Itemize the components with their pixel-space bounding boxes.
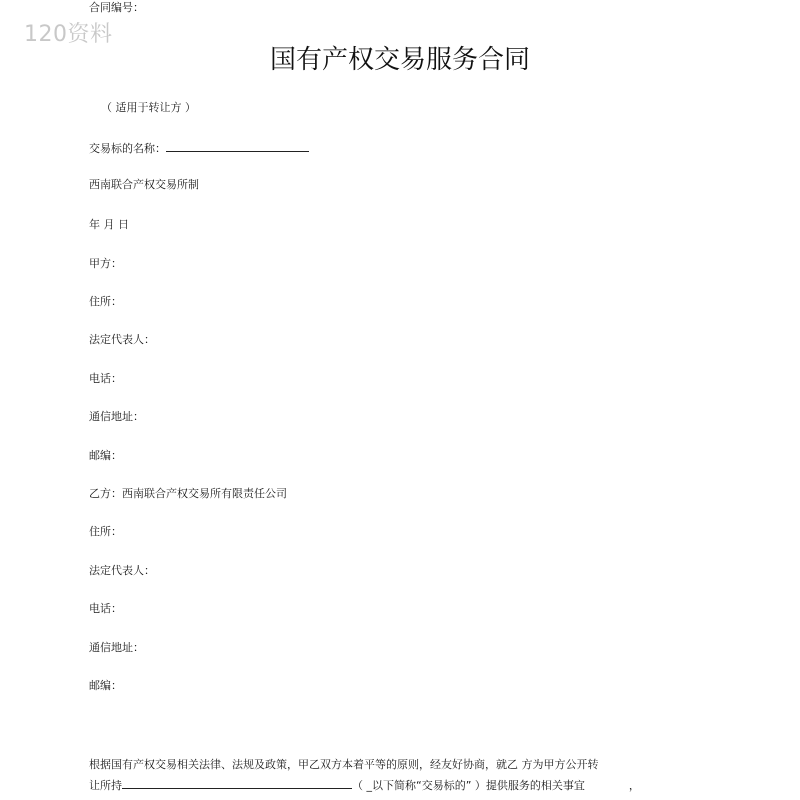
party-a-address: 住所： — [89, 295, 122, 308]
party-a-legal-rep: 法定代表人： — [89, 333, 155, 346]
party-b-address: 住所： — [89, 525, 122, 538]
transfer-subject-blank — [122, 777, 352, 789]
issuer: 西南联合产权交易所制 — [89, 178, 199, 191]
subject-name-label: 交易标的名称： — [89, 142, 166, 155]
party-a-mail-address: 通信地址： — [89, 410, 144, 423]
party-b-postcode: 邮编： — [89, 679, 122, 692]
body-line2-prefix: 让所持 — [89, 779, 122, 792]
party-a-label: 甲方： — [89, 257, 122, 270]
date-line: 年 月 日 — [89, 218, 129, 231]
watermark: 120资料 — [24, 22, 113, 47]
party-a-postcode: 邮编： — [89, 449, 122, 462]
party-b-mail-address: 通信地址： — [89, 641, 144, 654]
subtitle: （ 适用于转让方 ） — [101, 101, 196, 114]
body-line2-end: ， — [628, 779, 640, 792]
party-a-phone: 电话： — [89, 372, 122, 385]
page-title: 国有产权交易服务合同 — [269, 45, 530, 75]
body-line2-middle: （ _以下简称“交易标的” ）提供服务的相关事宜 — [352, 779, 585, 792]
party-b-label: 乙方：西南联合产权交易所有限责任公司 — [89, 487, 287, 500]
body-paragraph-line-1: 根据国有产权交易相关法律、法规及政策，甲乙双方本着平等的原则，经友好协商，就乙 方为甲方公开转 — [89, 758, 599, 771]
contract-no-label: 合同编号： — [89, 1, 144, 14]
party-b-legal-rep: 法定代表人： — [89, 564, 155, 577]
subject-name-blank — [166, 140, 309, 152]
body-paragraph-line-2 — [89, 777, 640, 793]
party-b-phone: 电话： — [89, 602, 122, 615]
subject-name-row — [89, 140, 309, 156]
